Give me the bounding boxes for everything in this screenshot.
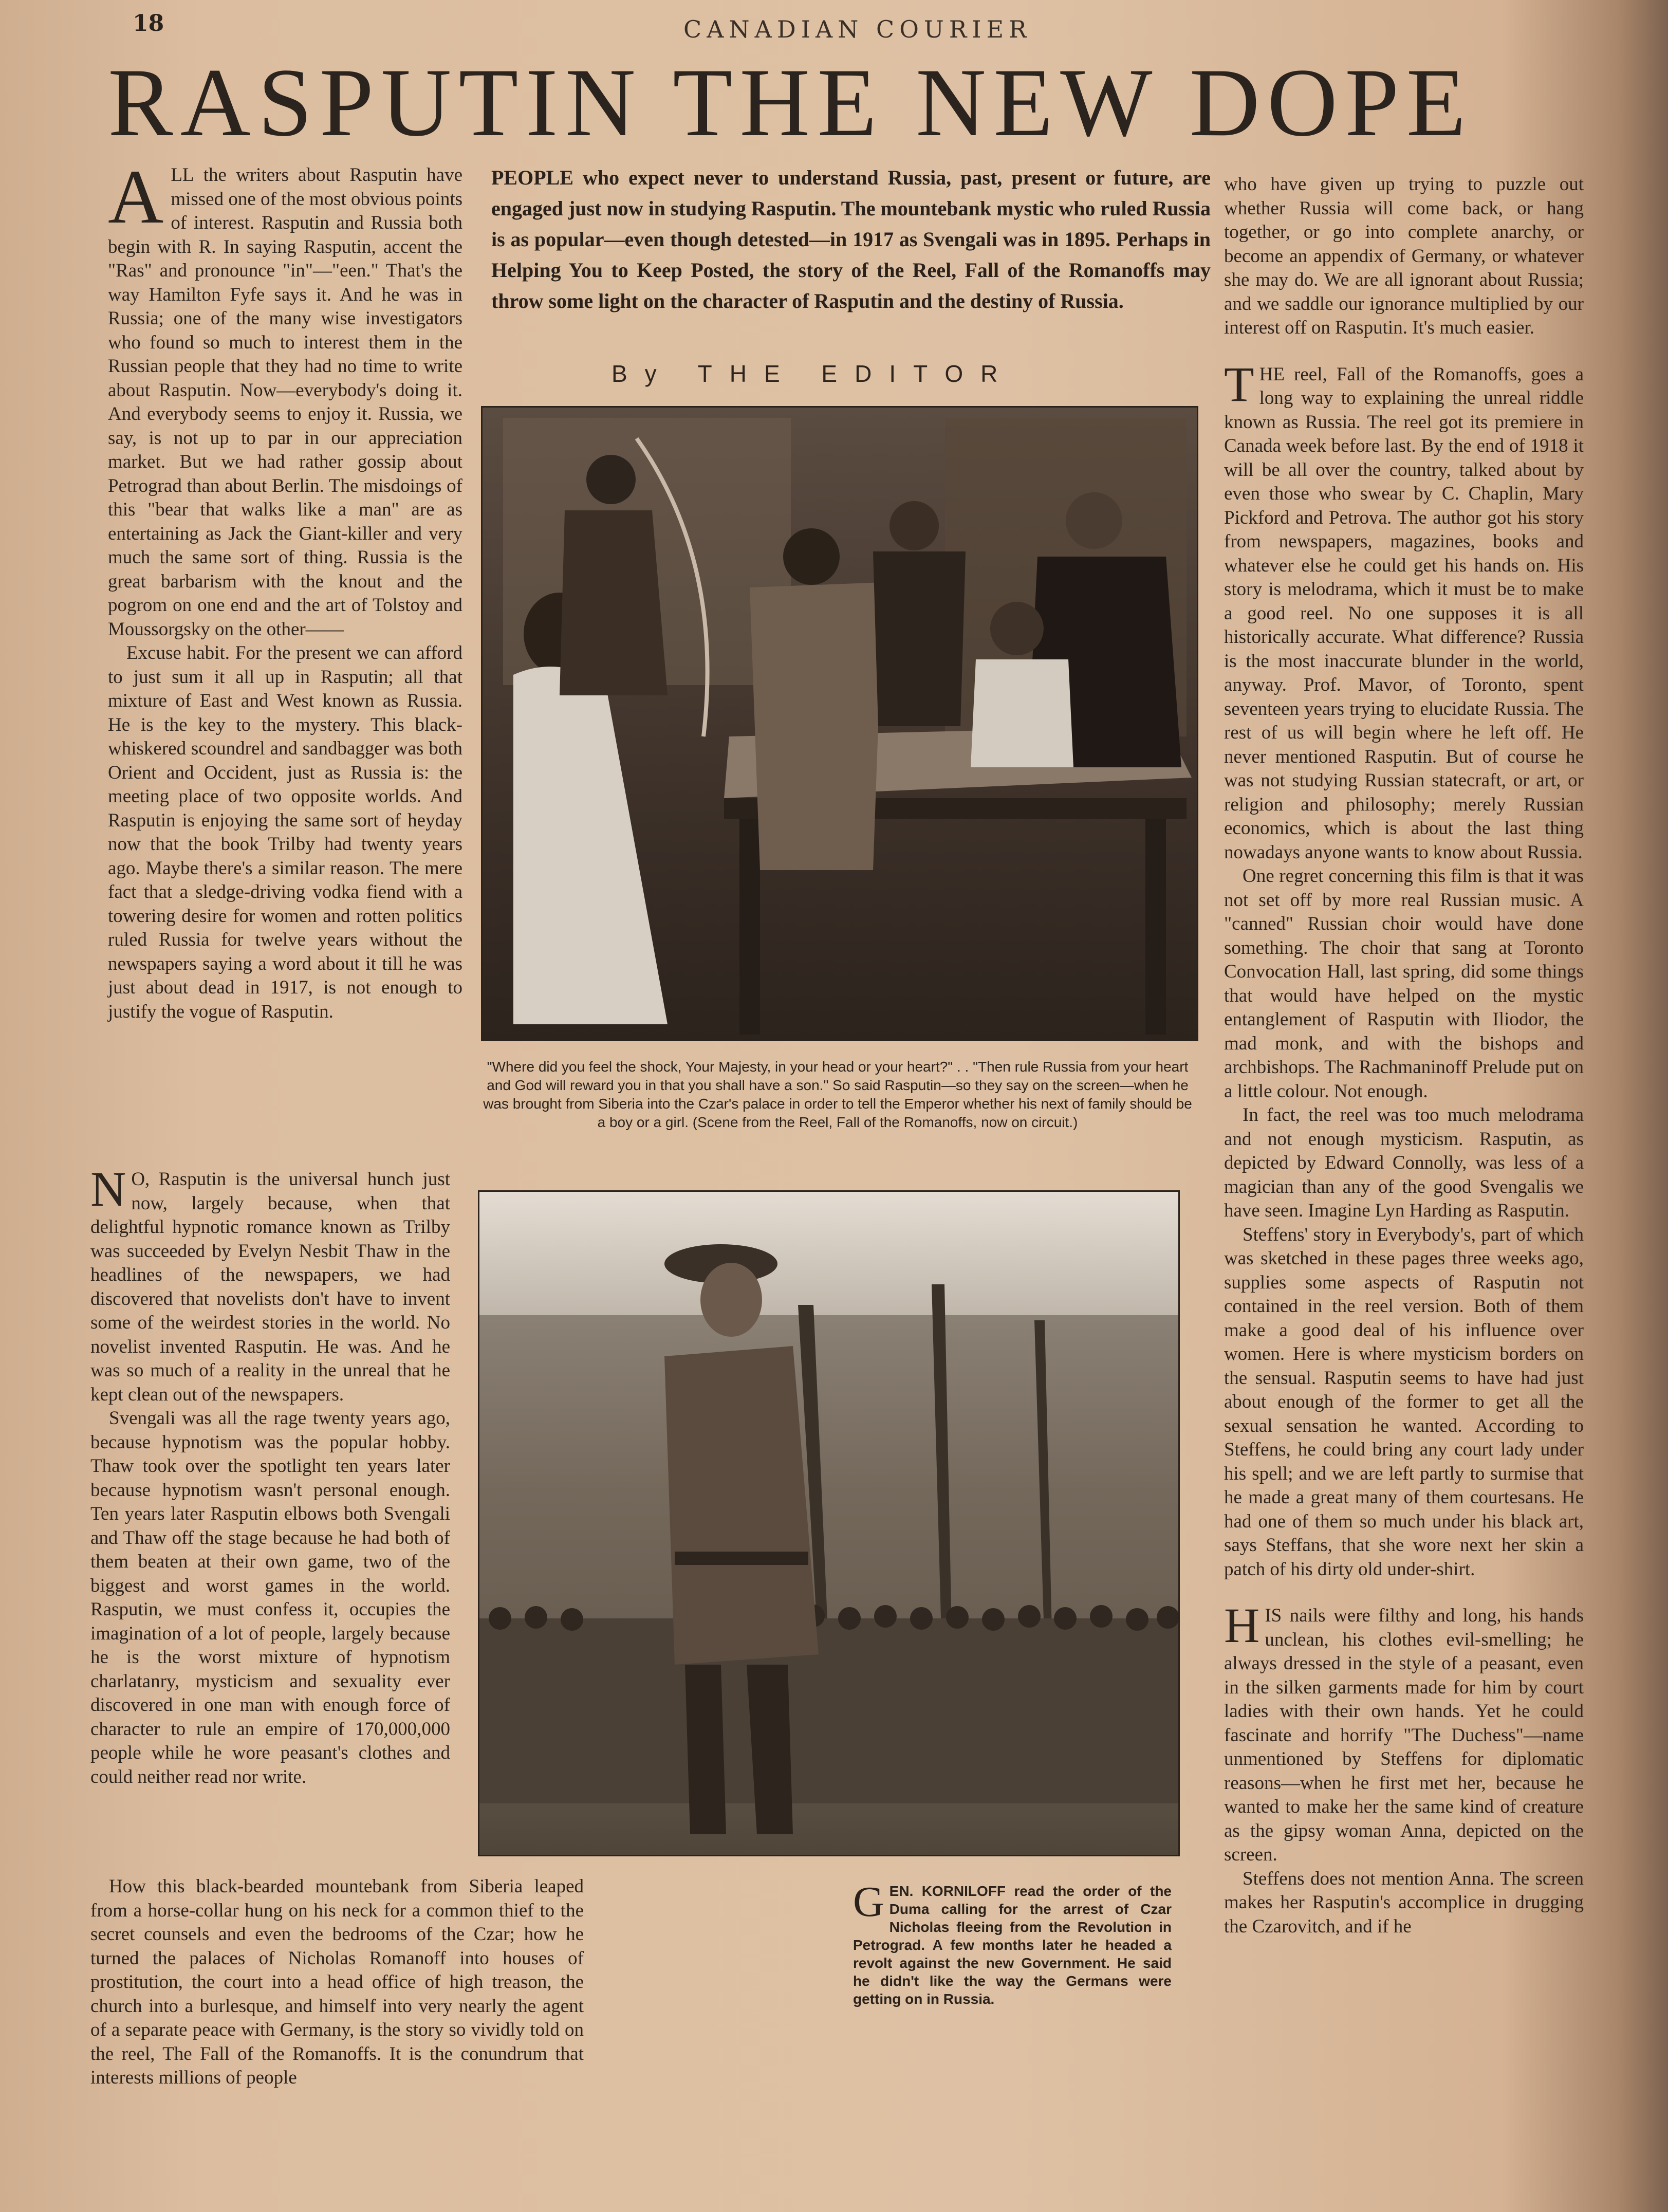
paragraph: How this black-bearded mountebank from Siberia leaped from a horse-collar hung on his neck for a common thief to the secret counsels and even the bedrooms of the Czar; how he turned the palaces of Nicholas Romanoff into houses of prostitution, the court into a head office of high treason, the church into a burlesque, and himself into very nearly the agent of a separate peace with Germany, is the story so vividly told on the reel, The Fall of the Romanoffs. It is the conundrum that interests millions of people [90, 1876, 584, 2088]
paragraph: In fact, the reel was too much melodrama and not enough mysticism. Rasputin, as depicted by Edward Connolly, was less of a magician than any of the good Svengalis we have seen. Imagine Lyn Harding as Rasputin. [1224, 1104, 1584, 1221]
photo-korniloff-image [479, 1192, 1178, 1855]
byline: By THE EDITOR [611, 360, 1015, 387]
article-title: RASPUTIN THE NEW DOPE [108, 49, 1473, 157]
paragraph: reel, Fall of the Romanoffs, goes a long way to explaining the unreal riddle known as Russia. The reel got its premiere in Canada week before last. By the end of 1918 it will be all over the country, talked about by even those who swear by C. Chaplin, Mary Pickford and Petrova. The author got his story from newspapers, magazines, books and whatever else he could get his hands on. His story is melodrama, which it must be to make a good reel. No one supposes it is all historically accurate. What difference? Russia is the most inaccurate blunder in the world, anyway. Prof. Mavor, of Toronto, spent seventeen years trying to elucidate Russia. The rest of us will begin where he left off. He never mentioned Rasputin. But of course he was not studying Russian statecraft, or art, or religion and philosophy; merely Russian economics, which is about the last thing nowadays anyone wants to know about Russia. [1224, 363, 1584, 863]
drop-cap: A [108, 154, 164, 239]
paragraph: Rasputin is the universal hunch just now, largely because, when that delightful hypnotic romance known as Trilby was succeeded by Evelyn Nesbit Thaw in the headlines of the newspapers, we had discovered that novelists don't have to invent some of the weirdest stories in the world. No novelist invented Rasputin. He was. And he was so much of a reality in the unreal that he kept clean out of the newspapers. [90, 1169, 451, 1405]
drop-cap: H [1224, 1598, 1260, 1653]
drop-cap: G [853, 1878, 884, 1926]
paragraph: Svengali was all the rage twenty years ago, because hypnotism was the popular hobby. Thaw took over the spotlight ten years later because hypnotism wasn't personal enough. Ten years later Rasputin elbows both Svengali and Thaw off the stage because he had both of them beaten at their own game, two of the biggest and worst games in the world. Rasputin, we must confess it, occupies the imagination of a lot of people, largely because he is the worst mixture of hypnotism charlatanry, mysticism and sexuality ever discovered in one man with enough force of character to rule an empire of 170,000,000 people while he wore peasant's clothes and could neither read nor write. [90, 1408, 450, 1787]
paragraph: nails were filthy and long, his hands unclean, his clothes evil-smelling; he always dressed in the style of a peasant, even in the silken garments made for him by court ladies with their own hands. Yet he could fascinate and horrify "The Duchess"—name unmentioned by Steffens for diplomatic reasons—when he first met her, because he wanted to make her the same kind of creature as the gipsy woman Anna, depicted on the screen. [1224, 1605, 1584, 1865]
lead-word: O, [131, 1169, 150, 1190]
photo-korniloff [478, 1190, 1180, 1856]
photo-korniloff-caption [853, 1878, 1172, 2008]
paragraph: the writers about Rasputin have missed one of the most obvious points of interest. Rasputin and Russia both begin with R. In saying Rasputin, accent the "Ras" and pronounce "in"—"een." That's the way Hamilton Fyfe says it. And he was in Russia; one of the many wise investigators who found so much to interest them in the Russian people that they had no time to write about Rasputin. Now—everybody's doing it. And everybody seems to enjoy it. Russia, we say, is not up to par in our appreciation market. But we had rather gossip about Petrograd than about Berlin. The misdoings of this "bear that walks like a man" are as entertaining as Jack the Giant-killer and very much the same sort of thing. Russia is the great barbarism with the knout and the pogrom on one end and the art of Tolstoy and Moussorgsky on the other—— [108, 164, 462, 640]
masthead: CANADIAN COURIER [683, 15, 1032, 43]
left-column-lower [90, 1162, 451, 1887]
lead-word: IS [1265, 1605, 1282, 1626]
left-column-bottom [90, 1875, 584, 2101]
photo-palace-caption: "Where did you feel the shock, Your Majesty, in your head or your heart?" . . "Then rule Russia from your heart and God will reward you in that you shall have a son." So said Rasputin—so they say on the screen—when he was brought from Siberia into the Czar's palace in order to tell the Emperor whether his next of family should be a boy or a girl. (Scene from the Reel, Fall of the Romanoffs, now on circuit.) [483, 1059, 1192, 1130]
drop-cap: T [1224, 356, 1254, 412]
paragraph: Excuse habit. For the present we can afford to just sum it all up in Rasputin; all that mixture of East and West known as Russia. He is the key to the mystery. This black-whiskered scoundrel and sandbagger was both Orient and Occident, just as Russia is: the meeting place of two opposite worlds. And Rasputin is enjoying the same sort of heyday now that the book Trilby had twenty years ago. Maybe there's a similar reason. The mere fact that a sledge-driving vodka fiend with a towering desire for women and rotten politics ruled Russia for twelve years without the newspapers saying a word about it till he was just about dead in 1917, is not enough to justify the vogue of Rasputin. [108, 642, 462, 1022]
page-number: 18 [133, 10, 164, 36]
lead-word: HE [1259, 363, 1285, 385]
paragraph: Steffens does not mention Anna. The screen makes her Rasputin's accomplice in drugging the Czarovitch, and if he [1224, 1868, 1584, 1937]
photo-korniloff-caption-text: EN. KORNILOFF read the order of the Duma calling for the arrest of Czar Nicholas fleeing from the Revolution in Petrograd. A few months later he headed a revolt against the new Government. He said he didn't like the way the Germans were getting on in Russia. [853, 1883, 1172, 2007]
lead-word: LL [171, 164, 194, 186]
paragraph: who have given up trying to puzzle out whether Russia will come back, or hang together, or go into complete anarchy, or become an appendix of Germany, or whatever she may do. We are all ignorant about Russia; and we saddle our ignorance multiplied by our interest off on Rasputin. It's much easier. [1224, 174, 1584, 338]
drop-cap: N [90, 1162, 126, 1216]
paragraph: One regret concerning this film is that it was not set off by more real Russian music. A "canned" Russian choir would have done something. The choir that sang at Toronto Convocation Hall, last spring, did some things that would have helped on the mystic entanglement of Rasputin with Iliodor, the mad monk, and with the bishops and archbishops. The Rachmaninoff Prelude put on a little colour. Not enough. [1224, 865, 1584, 1102]
photo-palace-scene-image [483, 408, 1197, 1040]
article-intro-text: PEOPLE who expect never to understand Russia, past, present or future, are engaged just now in studying Rasputin. The mountebank mystic who ruled Russia is as popular—even though detested—in 1917 as Svengali was in 1895. Perhaps in Helping You to Keep Posted, the story of the Reel, Fall of the Romanoffs may throw some light on the character of Rasputin and the destiny of Russia. [491, 166, 1211, 312]
article-intro [491, 162, 1211, 317]
left-column [108, 154, 462, 1130]
right-column [1224, 173, 1584, 2115]
paragraph: Steffens' story in Everybody's, part of which was sketched in these pages three weeks ago, supplies some aspects of Rasputin not contained in the reel version. Both of them make a good deal of his influence over women. Here is where mysticism borders on the sensual. Rasputin seems to have had just about enough of the former to get all the sexual sensation he wanted. According to Steffens, he could bring any court lady under his spell; and we are left partly to surmise that he made a great many of them courtesans. He had one of them so much under his black art, says Steffans, that she wore next her skin a patch of his dirty old under-shirt. [1224, 1224, 1584, 1580]
photo-palace-scene [481, 406, 1198, 1041]
